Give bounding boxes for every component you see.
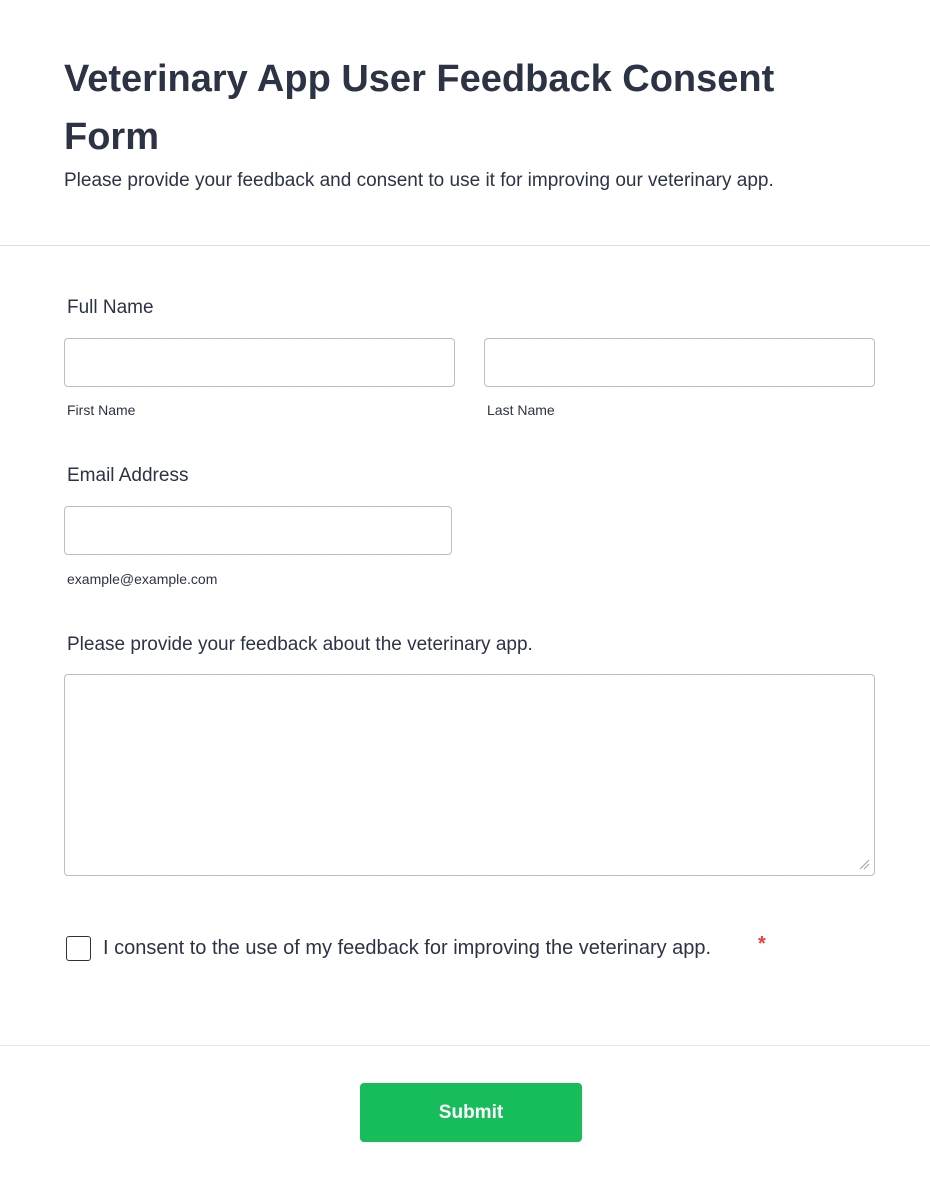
page-subtitle: Please provide your feedback and consent to use it for improving our veterinary app. bbox=[64, 170, 774, 191]
submit-button[interactable]: Submit bbox=[360, 1083, 582, 1142]
email-input[interactable] bbox=[64, 506, 452, 555]
form-header bbox=[0, 0, 930, 246]
resize-grip-icon[interactable] bbox=[858, 858, 870, 870]
page-title: Veterinary App User Feedback Consent Form bbox=[64, 58, 775, 158]
first-name-input[interactable] bbox=[64, 338, 455, 387]
email-label: Email Address bbox=[67, 465, 189, 486]
email-sublabel: example@example.com bbox=[67, 571, 218, 587]
feedback-label: Please provide your feedback about the veterinary app. bbox=[67, 634, 533, 655]
last-name-input[interactable] bbox=[484, 338, 875, 387]
last-name-sublabel: Last Name bbox=[487, 402, 555, 418]
required-asterisk: * bbox=[758, 933, 766, 955]
full-name-label: Full Name bbox=[67, 297, 154, 318]
consent-checkbox[interactable] bbox=[66, 936, 91, 961]
footer-divider bbox=[0, 1045, 930, 1046]
feedback-textarea[interactable] bbox=[64, 674, 875, 876]
first-name-sublabel: First Name bbox=[67, 402, 136, 418]
consent-label: I consent to the use of my feedback for improving the veterinary app. bbox=[103, 937, 712, 959]
